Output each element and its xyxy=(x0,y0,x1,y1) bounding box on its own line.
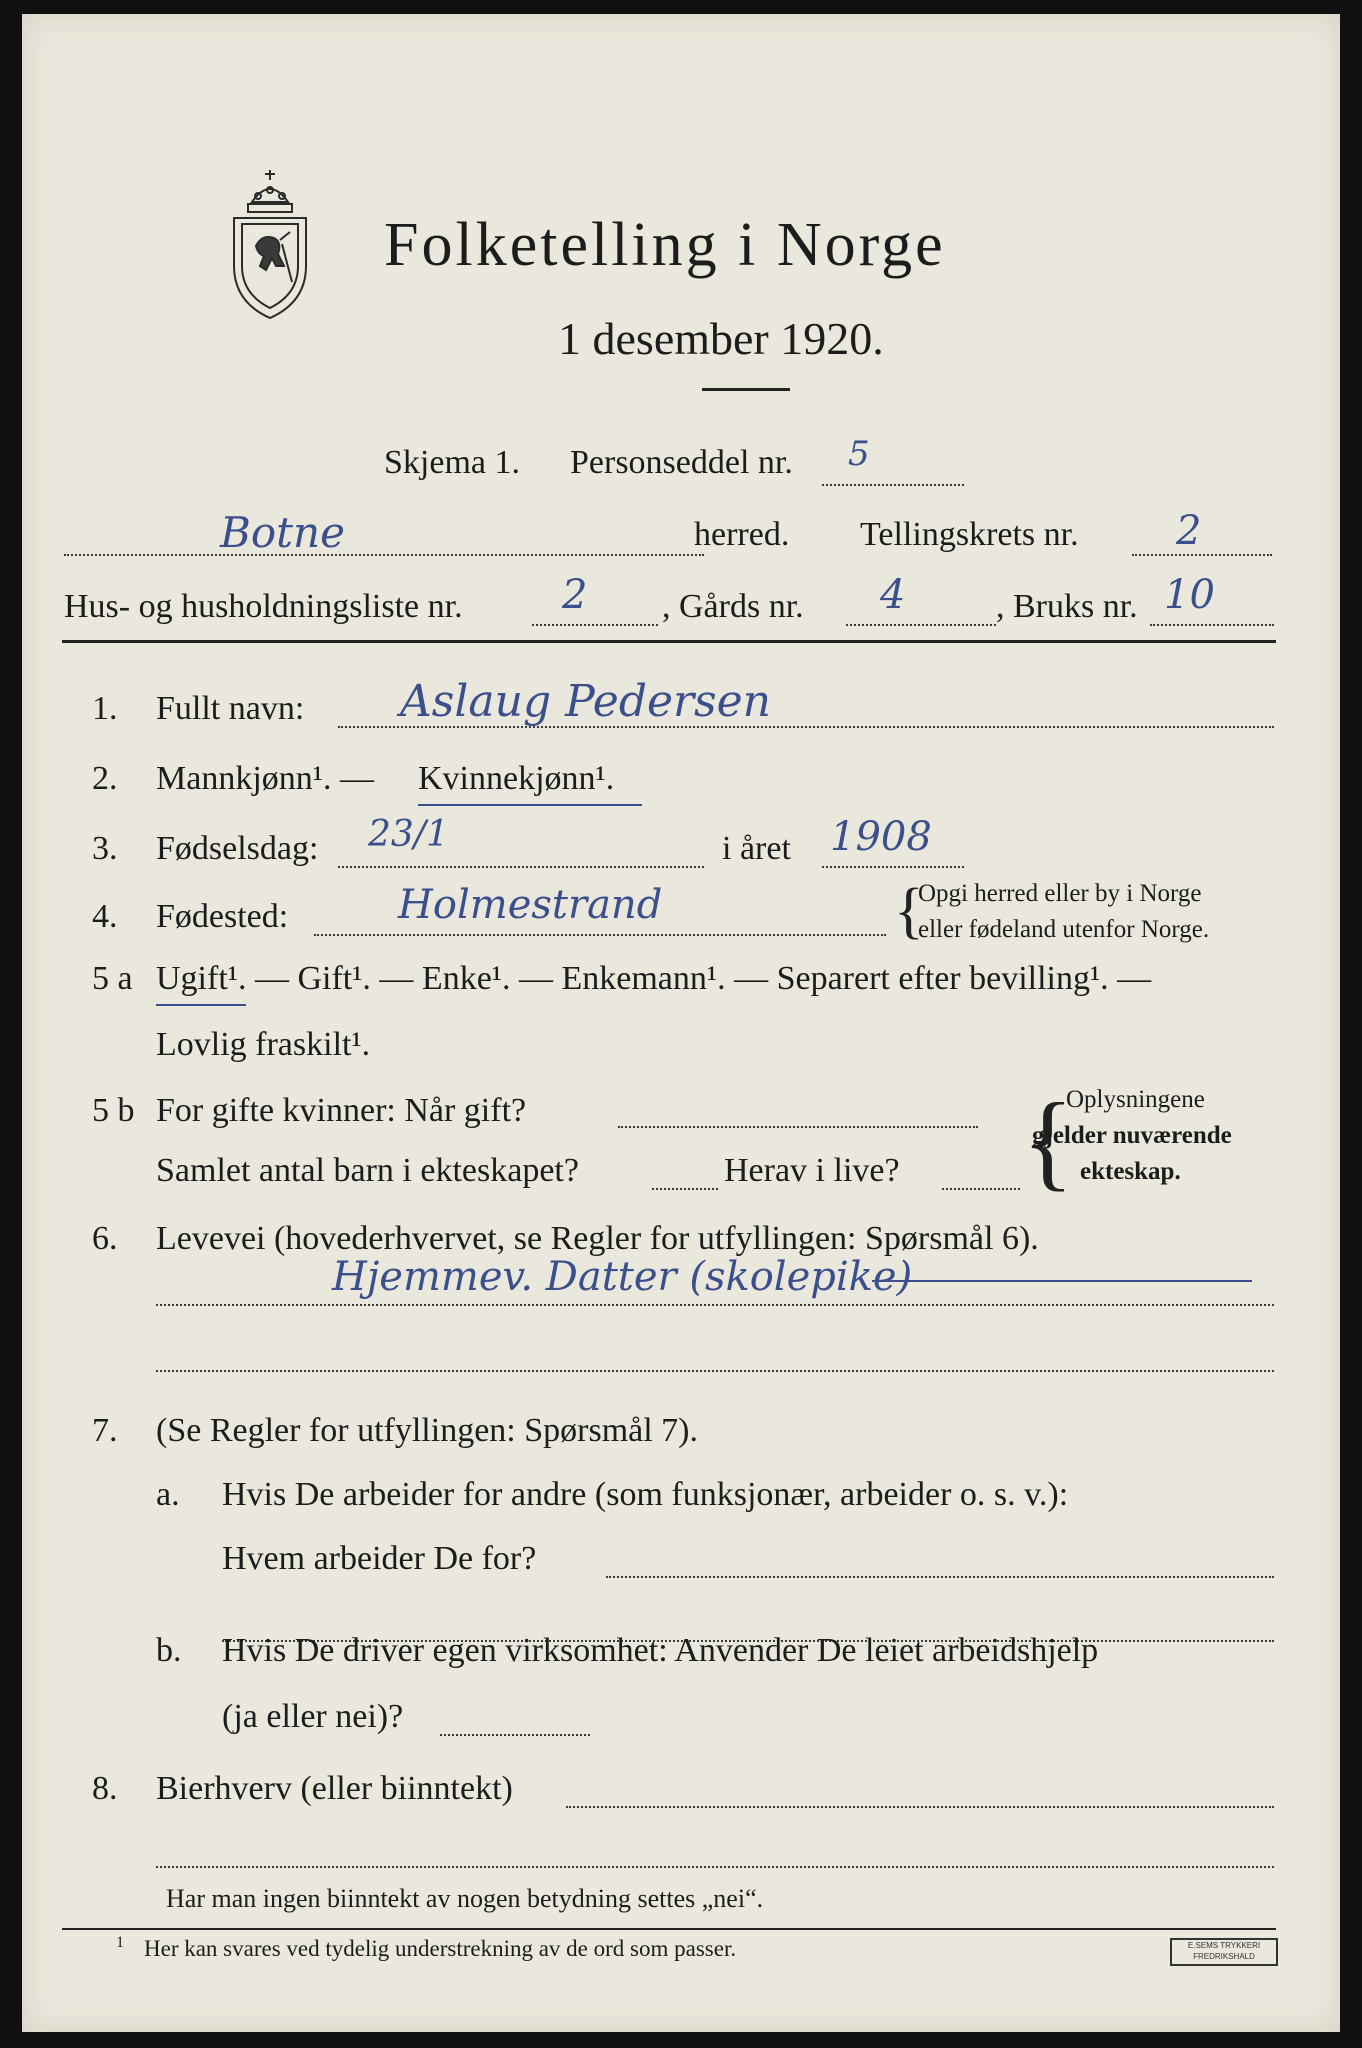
q5b-brace: { xyxy=(1022,1082,1074,1201)
q5a-line2: Lovlig fraskilt¹. xyxy=(156,1026,371,1063)
q4-line xyxy=(314,934,886,936)
hus-label: Hus- og husholdningsliste nr. xyxy=(64,588,463,625)
q7a-line2: Hvem arbeider De for? xyxy=(222,1540,537,1577)
bruks-line xyxy=(1150,624,1274,626)
personseddel-line xyxy=(822,484,964,486)
herred-value: Botne xyxy=(220,508,345,557)
q3-year-label: i året xyxy=(722,830,791,867)
q2-male: Mannkjønn¹. — xyxy=(156,760,374,797)
personseddel-label: Personseddel nr. xyxy=(570,444,793,481)
hus-line xyxy=(532,624,658,626)
q2-female: Kvinnekjønn¹. xyxy=(418,760,615,797)
q1-name-value: Aslaug Pedersen xyxy=(400,676,772,727)
q7-label: (Se Regler for utfyllingen: Spørsmål 7). xyxy=(156,1412,699,1449)
tellingskrets-value: 2 xyxy=(1176,508,1202,554)
q5b-alive-label: Herav i live? xyxy=(724,1152,900,1189)
hus-value: 2 xyxy=(562,572,588,618)
q6-strikethrough xyxy=(872,1280,1252,1282)
q7b-line1: Hvis De driver egen virksomhet: Anvender De leiet arbeidshjelp xyxy=(222,1632,1099,1669)
q3-year-line xyxy=(822,866,964,868)
q1-number: 1. xyxy=(92,690,118,727)
q7a-letter: a. xyxy=(156,1476,180,1513)
q6-occupation-value: Hjemmev. Datter (skolepike) xyxy=(332,1254,913,1300)
q6-line2 xyxy=(156,1370,1274,1372)
q7a-line xyxy=(606,1576,1274,1578)
q7a-line1: Hvis De arbeider for andre (som funksjonær, arbeider o. s. v.): xyxy=(222,1476,1069,1513)
q5b-married-line xyxy=(618,1126,978,1128)
q3-birthday-value: 23/1 xyxy=(368,814,449,855)
q3-label: Fødselsdag: xyxy=(156,830,319,867)
herred-label: herred. xyxy=(694,516,790,553)
gards-label: , Gårds nr. xyxy=(662,588,804,625)
q5b-number: 5 b xyxy=(92,1092,135,1129)
skjema-label: Skjema 1. xyxy=(384,444,520,481)
q3-date-line xyxy=(338,866,704,868)
q7b-line2: (ja eller nei)? xyxy=(222,1698,404,1735)
printer-stamp: E.SEMS TRYKKERI FREDRIKSHALD xyxy=(1170,1938,1278,1966)
gards-value: 4 xyxy=(880,572,906,618)
q8-number: 8. xyxy=(92,1770,118,1807)
q3-number: 3. xyxy=(92,830,118,867)
q7-number: 7. xyxy=(92,1412,118,1449)
q5b-children-label: Samlet antal barn i ekteskapet? xyxy=(156,1152,579,1189)
q3-year-value: 1908 xyxy=(830,814,932,860)
q7b-line xyxy=(440,1734,590,1736)
q5b-line1: For gifte kvinner: Når gift? xyxy=(156,1092,527,1129)
q5a-line1: Ugift¹. — Gift¹. — Enke¹. — Enkemann¹. — Separert efter bevilling¹. — xyxy=(156,960,1152,997)
q5b-note-line1: Oplysningene xyxy=(1066,1086,1205,1113)
q5a-number: 5 a xyxy=(92,960,133,997)
q5a-ugift-underline xyxy=(156,1004,246,1006)
q8-line-extra xyxy=(156,1866,1274,1868)
q6-number: 6. xyxy=(92,1220,118,1257)
q7b-letter: b. xyxy=(156,1632,182,1669)
nei-note: Har man ingen biinntekt av nogen betydning settes „nei“. xyxy=(166,1884,764,1913)
q4-number: 4. xyxy=(92,898,118,935)
form-title: Folketelling i Norge xyxy=(384,211,946,279)
census-date: 1 desember 1920. xyxy=(558,313,884,364)
tellingskrets-line xyxy=(1132,554,1272,556)
q4-note-line1: Opgi herred eller by i Norge xyxy=(918,880,1202,907)
census-form-sheet xyxy=(22,14,1340,2032)
q2-female-underline xyxy=(418,804,642,806)
header-divider xyxy=(62,640,1276,643)
q4-brace: { xyxy=(894,877,924,945)
q5b-note-line2: gjelder nuværende xyxy=(1032,1122,1232,1149)
q5b-alive-line xyxy=(942,1188,1020,1190)
bruks-value: 10 xyxy=(1164,572,1215,618)
gards-line xyxy=(846,624,996,626)
footnote-text: Her kan svares ved tydelig understrekning av de ord som passer. xyxy=(144,1936,737,1961)
q5b-children-line xyxy=(652,1188,718,1190)
q2-number: 2. xyxy=(92,760,118,797)
q4-birthplace-value: Holmestrand xyxy=(398,882,663,928)
personseddel-value: 5 xyxy=(848,434,870,474)
bruks-label: , Bruks nr. xyxy=(996,588,1138,625)
q8-line xyxy=(566,1806,1274,1808)
herred-line xyxy=(64,554,704,556)
footnote-divider xyxy=(62,1928,1276,1930)
footnote-mark: 1 xyxy=(116,1934,124,1951)
title-divider xyxy=(702,388,790,391)
tellingskrets-label: Tellingskrets nr. xyxy=(860,516,1079,553)
q4-label: Fødested: xyxy=(156,898,289,935)
q6-label: Levevei (hovederhvervet, se Regler for utfyllingen: Spørsmål 6). xyxy=(156,1220,1039,1257)
q4-note-line2: eller fødeland utenfor Norge. xyxy=(918,916,1210,943)
q6-line1 xyxy=(156,1304,1274,1306)
norway-coat-of-arms-icon xyxy=(222,162,318,322)
q1-label: Fullt navn: xyxy=(156,690,305,727)
q5b-note-line3: ekteskap. xyxy=(1080,1158,1181,1185)
q8-label: Bierhverv (eller biinntekt) xyxy=(156,1770,513,1807)
